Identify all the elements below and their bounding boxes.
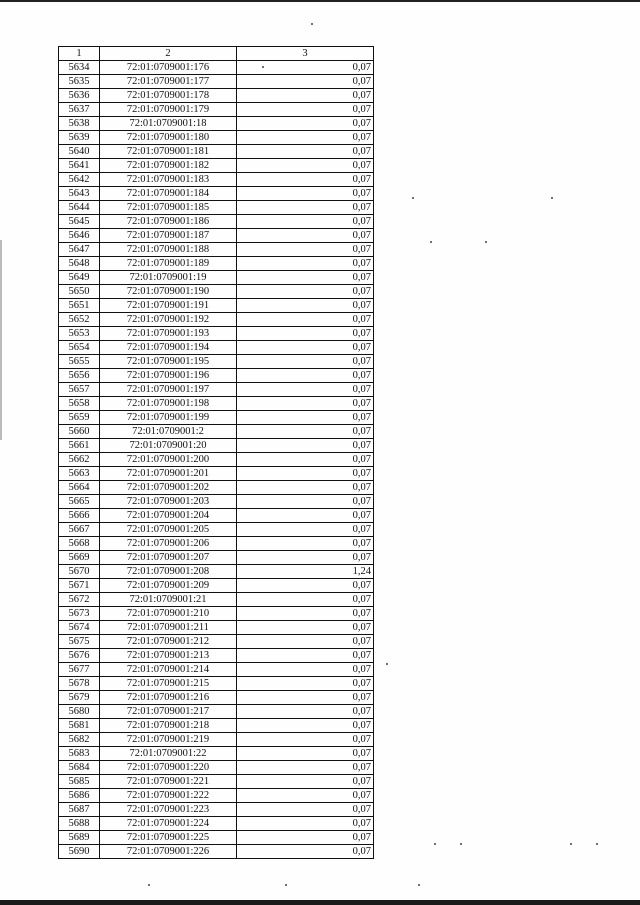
- table-row: [59, 593, 374, 607]
- value-cell: 0,07: [237, 523, 374, 537]
- parcel-table: [58, 46, 374, 859]
- table-row: [59, 439, 374, 453]
- table-row: [59, 453, 374, 467]
- table-row: [59, 341, 374, 355]
- value-cell: 0,07: [237, 327, 374, 341]
- value-cell: 0,07: [237, 607, 374, 621]
- table-row: [59, 187, 374, 201]
- scan-speck: [434, 843, 436, 845]
- scan-speck: [430, 241, 432, 243]
- cadastral-number-cell: 72:01:0709001:200: [100, 453, 237, 467]
- cadastral-number-cell: 72:01:0709001:206: [100, 537, 237, 551]
- cadastral-number-cell: 72:01:0709001:186: [100, 215, 237, 229]
- cadastral-number-cell: 72:01:0709001:188: [100, 243, 237, 257]
- value-cell: 0,07: [237, 845, 374, 859]
- page-left-shadow: [0, 240, 2, 440]
- table-row: [59, 775, 374, 789]
- row-number-cell: 5668: [59, 537, 100, 551]
- row-number-cell: 5688: [59, 817, 100, 831]
- table-row: [59, 61, 374, 75]
- value-cell: 0,07: [237, 439, 374, 453]
- table-row: [59, 103, 374, 117]
- table-row: [59, 635, 374, 649]
- row-number-cell: 5658: [59, 397, 100, 411]
- row-number-cell: 5644: [59, 201, 100, 215]
- value-cell: 0,07: [237, 537, 374, 551]
- row-number-cell: 5678: [59, 677, 100, 691]
- row-number-cell: 5667: [59, 523, 100, 537]
- row-number-cell: 5674: [59, 621, 100, 635]
- page-bottom-edge: [0, 900, 640, 905]
- table-row: [59, 201, 374, 215]
- row-number-cell: 5679: [59, 691, 100, 705]
- row-number-cell: 5687: [59, 803, 100, 817]
- row-number-cell: 5640: [59, 145, 100, 159]
- table-row: [59, 271, 374, 285]
- value-cell: 0,07: [237, 187, 374, 201]
- row-number-cell: 5637: [59, 103, 100, 117]
- value-cell: 0,07: [237, 383, 374, 397]
- row-number-cell: 5672: [59, 593, 100, 607]
- table-row: [59, 355, 374, 369]
- value-cell: 0,07: [237, 481, 374, 495]
- value-cell: 0,07: [237, 299, 374, 313]
- scan-speck: [418, 884, 420, 886]
- row-number-cell: 5645: [59, 215, 100, 229]
- value-cell: 0,07: [237, 691, 374, 705]
- row-number-cell: 5686: [59, 789, 100, 803]
- table-row: [59, 285, 374, 299]
- row-number-cell: 5636: [59, 89, 100, 103]
- row-number-cell: 5652: [59, 313, 100, 327]
- row-number-cell: 5690: [59, 845, 100, 859]
- scan-speck: [485, 241, 487, 243]
- row-number-cell: 5660: [59, 425, 100, 439]
- row-number-cell: 5639: [59, 131, 100, 145]
- table-row: [59, 803, 374, 817]
- value-cell: 0,07: [237, 117, 374, 131]
- value-cell: 0,07: [237, 341, 374, 355]
- table-row: [59, 495, 374, 509]
- cadastral-number-cell: 72:01:0709001:191: [100, 299, 237, 313]
- row-number-cell: 5648: [59, 257, 100, 271]
- scan-speck: [551, 197, 553, 199]
- table-row: [59, 229, 374, 243]
- value-cell: 0,07: [237, 719, 374, 733]
- row-number-cell: 5684: [59, 761, 100, 775]
- table-row: [59, 425, 374, 439]
- value-cell: 0,07: [237, 775, 374, 789]
- table-row: [59, 761, 374, 775]
- table-row: [59, 89, 374, 103]
- cadastral-number-cell: 72:01:0709001:193: [100, 327, 237, 341]
- table-row: [59, 705, 374, 719]
- row-number-cell: 5650: [59, 285, 100, 299]
- value-cell: 0,07: [237, 621, 374, 635]
- table-row: [59, 397, 374, 411]
- row-number-cell: 5677: [59, 663, 100, 677]
- cadastral-number-cell: 72:01:0709001:213: [100, 649, 237, 663]
- cadastral-number-cell: 72:01:0709001:219: [100, 733, 237, 747]
- row-number-cell: 5663: [59, 467, 100, 481]
- scan-speck: [412, 197, 414, 199]
- table-row: [59, 173, 374, 187]
- table-row: [59, 607, 374, 621]
- value-cell: 0,07: [237, 271, 374, 285]
- row-number-cell: 5685: [59, 775, 100, 789]
- cadastral-number-cell: 72:01:0709001:21: [100, 593, 237, 607]
- cadastral-number-cell: 72:01:0709001:187: [100, 229, 237, 243]
- value-cell: 0,07: [237, 817, 374, 831]
- row-number-cell: 5655: [59, 355, 100, 369]
- cadastral-number-cell: 72:01:0709001:22: [100, 747, 237, 761]
- cadastral-number-cell: 72:01:0709001:201: [100, 467, 237, 481]
- cadastral-number-cell: 72:01:0709001:209: [100, 579, 237, 593]
- value-cell: 0,07: [237, 593, 374, 607]
- cadastral-number-cell: 72:01:0709001:185: [100, 201, 237, 215]
- cadastral-number-cell: 72:01:0709001:190: [100, 285, 237, 299]
- value-cell: 0,07: [237, 551, 374, 565]
- value-cell: 1,24: [237, 565, 374, 579]
- cadastral-number-cell: 72:01:0709001:178: [100, 89, 237, 103]
- scan-speck: [596, 843, 598, 845]
- table-row: [59, 145, 374, 159]
- cadastral-number-cell: 72:01:0709001:181: [100, 145, 237, 159]
- value-cell: 0,07: [237, 103, 374, 117]
- value-cell: 0,07: [237, 831, 374, 845]
- row-number-cell: 5656: [59, 369, 100, 383]
- row-number-cell: 5681: [59, 719, 100, 733]
- table-row: [59, 369, 374, 383]
- table-row: [59, 299, 374, 313]
- cadastral-number-cell: 72:01:0709001:184: [100, 187, 237, 201]
- table-row: [59, 117, 374, 131]
- value-cell: 0,07: [237, 803, 374, 817]
- cadastral-number-cell: 72:01:0709001:196: [100, 369, 237, 383]
- cadastral-number-cell: 72:01:0709001:176: [100, 61, 237, 75]
- table-row: [59, 537, 374, 551]
- value-cell: 0,07: [237, 761, 374, 775]
- row-number-cell: 5649: [59, 271, 100, 285]
- value-cell: 0,07: [237, 649, 374, 663]
- table-row: [59, 691, 374, 705]
- cadastral-number-cell: 72:01:0709001:211: [100, 621, 237, 635]
- row-number-cell: 5654: [59, 341, 100, 355]
- row-number-cell: 5647: [59, 243, 100, 257]
- table-row: [59, 257, 374, 271]
- cadastral-number-cell: 72:01:0709001:180: [100, 131, 237, 145]
- cadastral-number-cell: 72:01:0709001:204: [100, 509, 237, 523]
- table-row: [59, 817, 374, 831]
- cadastral-number-cell: 72:01:0709001:194: [100, 341, 237, 355]
- row-number-cell: 5662: [59, 453, 100, 467]
- cadastral-number-cell: 72:01:0709001:214: [100, 663, 237, 677]
- value-cell: 0,07: [237, 145, 374, 159]
- scan-speck: [285, 884, 287, 886]
- cadastral-number-cell: 72:01:0709001:2: [100, 425, 237, 439]
- row-number-cell: 5659: [59, 411, 100, 425]
- row-number-cell: 5641: [59, 159, 100, 173]
- page-top-edge: [0, 0, 640, 2]
- value-cell: 0,07: [237, 705, 374, 719]
- table-row: [59, 327, 374, 341]
- value-cell: 0,07: [237, 425, 374, 439]
- value-cell: 0,07: [237, 411, 374, 425]
- table-body: [59, 61, 374, 859]
- cadastral-number-cell: 72:01:0709001:216: [100, 691, 237, 705]
- value-cell: 0,07: [237, 131, 374, 145]
- table-row: [59, 383, 374, 397]
- table-row: [59, 551, 374, 565]
- row-number-cell: 5635: [59, 75, 100, 89]
- value-cell: 0,07: [237, 579, 374, 593]
- row-number-cell: 5653: [59, 327, 100, 341]
- table-row: [59, 733, 374, 747]
- cadastral-number-cell: 72:01:0709001:225: [100, 831, 237, 845]
- cadastral-number-cell: 72:01:0709001:226: [100, 845, 237, 859]
- scan-speck: [262, 66, 264, 68]
- value-cell: 0,07: [237, 467, 374, 481]
- cadastral-number-cell: 72:01:0709001:192: [100, 313, 237, 327]
- value-cell: 0,07: [237, 663, 374, 677]
- row-number-cell: 5643: [59, 187, 100, 201]
- scan-speck: [386, 663, 388, 665]
- table-row: [59, 215, 374, 229]
- table-row: [59, 845, 374, 859]
- row-number-cell: 5675: [59, 635, 100, 649]
- cadastral-number-cell: 72:01:0709001:183: [100, 173, 237, 187]
- scan-speck: [148, 884, 150, 886]
- value-cell: 0,07: [237, 369, 374, 383]
- cadastral-number-cell: 72:01:0709001:205: [100, 523, 237, 537]
- row-number-cell: 5665: [59, 495, 100, 509]
- cadastral-number-cell: 72:01:0709001:212: [100, 635, 237, 649]
- cadastral-number-cell: 72:01:0709001:19: [100, 271, 237, 285]
- cadastral-number-cell: 72:01:0709001:179: [100, 103, 237, 117]
- value-cell: 0,07: [237, 201, 374, 215]
- column-header-value: 3: [237, 47, 374, 61]
- cadastral-number-cell: 72:01:0709001:198: [100, 397, 237, 411]
- value-cell: 0,07: [237, 159, 374, 173]
- cadastral-number-cell: 72:01:0709001:223: [100, 803, 237, 817]
- table-row: [59, 579, 374, 593]
- value-cell: 0,07: [237, 61, 374, 75]
- row-number-cell: 5682: [59, 733, 100, 747]
- cadastral-number-cell: 72:01:0709001:222: [100, 789, 237, 803]
- table-row: [59, 131, 374, 145]
- value-cell: 0,07: [237, 215, 374, 229]
- value-cell: 0,07: [237, 355, 374, 369]
- scan-speck: [460, 843, 462, 845]
- value-cell: 0,07: [237, 173, 374, 187]
- row-number-cell: 5642: [59, 173, 100, 187]
- value-cell: 0,07: [237, 313, 374, 327]
- value-cell: 0,07: [237, 75, 374, 89]
- row-number-cell: 5671: [59, 579, 100, 593]
- value-cell: 0,07: [237, 229, 374, 243]
- table-row: [59, 831, 374, 845]
- value-cell: 0,07: [237, 397, 374, 411]
- value-cell: 0,07: [237, 635, 374, 649]
- value-cell: 0,07: [237, 495, 374, 509]
- cadastral-number-cell: 72:01:0709001:177: [100, 75, 237, 89]
- row-number-cell: 5651: [59, 299, 100, 313]
- cadastral-number-cell: 72:01:0709001:207: [100, 551, 237, 565]
- table-row: [59, 411, 374, 425]
- cadastral-number-cell: 72:01:0709001:224: [100, 817, 237, 831]
- cadastral-number-cell: 72:01:0709001:197: [100, 383, 237, 397]
- cadastral-number-cell: 72:01:0709001:210: [100, 607, 237, 621]
- scan-speck: [570, 843, 572, 845]
- value-cell: 0,07: [237, 509, 374, 523]
- table-row: [59, 621, 374, 635]
- table-row: [59, 313, 374, 327]
- value-cell: 0,07: [237, 789, 374, 803]
- row-number-cell: 5676: [59, 649, 100, 663]
- row-number-cell: 5669: [59, 551, 100, 565]
- row-number-cell: 5666: [59, 509, 100, 523]
- value-cell: 0,07: [237, 257, 374, 271]
- cadastral-number-cell: 72:01:0709001:189: [100, 257, 237, 271]
- value-cell: 0,07: [237, 285, 374, 299]
- cadastral-number-cell: 72:01:0709001:195: [100, 355, 237, 369]
- table-row: [59, 747, 374, 761]
- row-number-cell: 5657: [59, 383, 100, 397]
- row-number-cell: 5680: [59, 705, 100, 719]
- value-cell: 0,07: [237, 747, 374, 761]
- cadastral-number-cell: 72:01:0709001:218: [100, 719, 237, 733]
- table-row: [59, 509, 374, 523]
- table-header-row: [59, 47, 374, 61]
- cadastral-number-cell: 72:01:0709001:217: [100, 705, 237, 719]
- table-row: [59, 481, 374, 495]
- value-cell: 0,07: [237, 677, 374, 691]
- table-row: [59, 789, 374, 803]
- table-row: [59, 243, 374, 257]
- row-number-cell: 5689: [59, 831, 100, 845]
- scan-speck: [311, 23, 313, 25]
- table-row: [59, 523, 374, 537]
- row-number-cell: 5664: [59, 481, 100, 495]
- value-cell: 0,07: [237, 89, 374, 103]
- row-number-cell: 5673: [59, 607, 100, 621]
- table-row: [59, 677, 374, 691]
- cadastral-number-cell: 72:01:0709001:199: [100, 411, 237, 425]
- table-row: [59, 565, 374, 579]
- cadastral-number-cell: 72:01:0709001:182: [100, 159, 237, 173]
- cadastral-number-cell: 72:01:0709001:215: [100, 677, 237, 691]
- row-number-cell: 5661: [59, 439, 100, 453]
- value-cell: 0,07: [237, 453, 374, 467]
- row-number-cell: 5638: [59, 117, 100, 131]
- table-row: [59, 159, 374, 173]
- value-cell: 0,07: [237, 243, 374, 257]
- cadastral-number-cell: 72:01:0709001:220: [100, 761, 237, 775]
- cadastral-number-cell: 72:01:0709001:221: [100, 775, 237, 789]
- value-cell: 0,07: [237, 733, 374, 747]
- table-row: [59, 649, 374, 663]
- column-header-number: 1: [59, 47, 100, 61]
- row-number-cell: 5646: [59, 229, 100, 243]
- row-number-cell: 5634: [59, 61, 100, 75]
- table-row: [59, 467, 374, 481]
- cadastral-number-cell: 72:01:0709001:208: [100, 565, 237, 579]
- column-header-cadastral-number: 2: [100, 47, 237, 61]
- table-row: [59, 663, 374, 677]
- table-row: [59, 719, 374, 733]
- cadastral-number-cell: 72:01:0709001:203: [100, 495, 237, 509]
- table-row: [59, 75, 374, 89]
- cadastral-number-cell: 72:01:0709001:202: [100, 481, 237, 495]
- row-number-cell: 5670: [59, 565, 100, 579]
- cadastral-number-cell: 72:01:0709001:18: [100, 117, 237, 131]
- cadastral-number-cell: 72:01:0709001:20: [100, 439, 237, 453]
- row-number-cell: 5683: [59, 747, 100, 761]
